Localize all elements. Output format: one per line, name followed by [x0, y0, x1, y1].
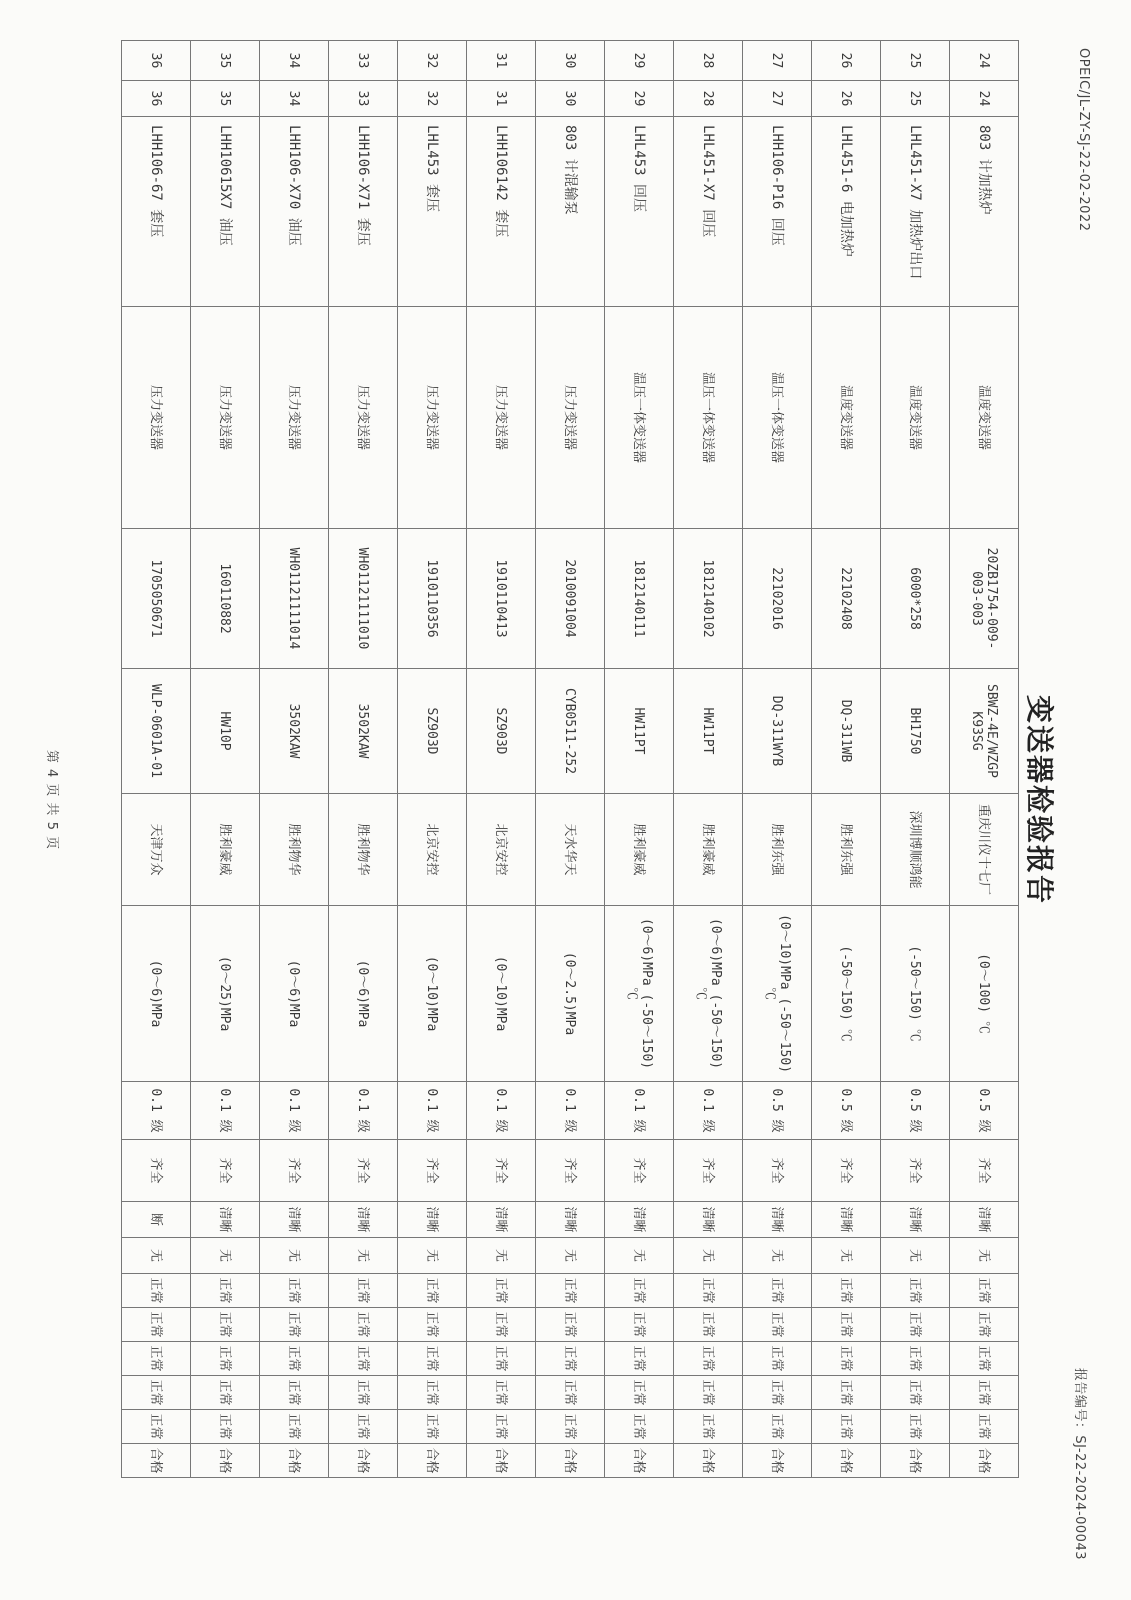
check-5: 正常 [329, 1410, 398, 1444]
damage: 无 [536, 1238, 605, 1274]
row-seq: 29 [605, 41, 674, 81]
row-seq: 26 [812, 41, 881, 81]
transmitter-type: 温度变送器 [881, 307, 950, 529]
row-number: 32 [398, 81, 467, 117]
instrument-name: LHH106142 套压 [467, 117, 536, 307]
serial-number: 1705050671 [122, 529, 191, 669]
transmitter-type: 温压一体变送器 [743, 307, 812, 529]
appearance: 齐全 [260, 1140, 329, 1202]
transmitter-type: 压力变送器 [329, 307, 398, 529]
model-number: DQ-311WYB [743, 669, 812, 794]
transmitter-type: 压力变送器 [191, 307, 260, 529]
table-body [122, 41, 1019, 1478]
measuring-range: (0～10)MPa [398, 906, 467, 1082]
appearance: 齐全 [467, 1140, 536, 1202]
table-row [674, 41, 743, 1478]
check-5: 正常 [950, 1410, 1019, 1444]
check-3: 正常 [329, 1342, 398, 1376]
instrument-name: LHH106-X70 油压 [260, 117, 329, 307]
row-seq: 25 [881, 41, 950, 81]
inspection-table [121, 40, 1019, 1478]
check-1: 正常 [260, 1274, 329, 1308]
page-footer: 第 4 页 共 5 页 [44, 749, 59, 851]
page-title: 变送器检验报告 [1023, 694, 1056, 905]
check-2: 正常 [881, 1308, 950, 1342]
result: 合格 [191, 1444, 260, 1478]
model-number: WLP-0601A-01 [122, 669, 191, 794]
row-seq: 36 [122, 41, 191, 81]
transmitter-type: 温压一体变送器 [605, 307, 674, 529]
appearance: 齐全 [329, 1140, 398, 1202]
row-seq: 24 [950, 41, 1019, 81]
damage: 无 [260, 1238, 329, 1274]
transmitter-type: 压力变送器 [122, 307, 191, 529]
check-3: 正常 [674, 1342, 743, 1376]
appearance: 齐全 [743, 1140, 812, 1202]
check-2: 正常 [122, 1308, 191, 1342]
appearance: 齐全 [398, 1140, 467, 1202]
manufacturer: 胜利豪威 [674, 794, 743, 906]
check-2: 正常 [950, 1308, 1019, 1342]
serial-number: WH01121111014 [260, 529, 329, 669]
appearance: 齐全 [605, 1140, 674, 1202]
manufacturer: 天水华天 [536, 794, 605, 906]
transmitter-type: 压力变送器 [467, 307, 536, 529]
model-number: 3502KAW [260, 669, 329, 794]
check-3: 正常 [812, 1342, 881, 1376]
accuracy-class: 0.5 级 [950, 1082, 1019, 1140]
check-2: 正常 [467, 1308, 536, 1342]
check-3: 正常 [260, 1342, 329, 1376]
measuring-range: (0～25)MPa [191, 906, 260, 1082]
damage: 无 [881, 1238, 950, 1274]
serial-number: 20ZB1754-009-003-003 [950, 529, 1019, 669]
measuring-range: (0～6)MPa (-50～150) ℃ [605, 906, 674, 1082]
accuracy-class: 0.1 级 [467, 1082, 536, 1140]
instrument-name: LHL453 回压 [605, 117, 674, 307]
check-2: 正常 [605, 1308, 674, 1342]
instrument-name: LHH106-67 套压 [122, 117, 191, 307]
check-4: 正常 [260, 1376, 329, 1410]
check-1: 正常 [950, 1274, 1019, 1308]
row-number: 33 [329, 81, 398, 117]
check-4: 正常 [605, 1376, 674, 1410]
transmitter-type: 压力变送器 [398, 307, 467, 529]
check-3: 正常 [536, 1342, 605, 1376]
check-1: 正常 [812, 1274, 881, 1308]
manufacturer: 深圳博顺鸿能 [881, 794, 950, 906]
transmitter-type: 温压一体变送器 [674, 307, 743, 529]
check-3: 正常 [950, 1342, 1019, 1376]
model-number: HW10P [191, 669, 260, 794]
measuring-range: (-50～150) ℃ [881, 906, 950, 1082]
table-row [950, 41, 1019, 1478]
serial-number: 6000*258 [881, 529, 950, 669]
instrument-name: LHL451-X7 回压 [674, 117, 743, 307]
check-4: 正常 [812, 1376, 881, 1410]
accuracy-class: 0.1 级 [398, 1082, 467, 1140]
check-2: 正常 [329, 1308, 398, 1342]
transmitter-type: 压力变送器 [260, 307, 329, 529]
manufacturer: 胜利物华 [260, 794, 329, 906]
row-seq: 34 [260, 41, 329, 81]
damage: 无 [329, 1238, 398, 1274]
manufacturer: 天津万众 [122, 794, 191, 906]
measuring-range: (0～100) ℃ [950, 906, 1019, 1082]
serial-number: 1910110356 [398, 529, 467, 669]
marking: 清晰 [812, 1202, 881, 1238]
row-number: 36 [122, 81, 191, 117]
appearance: 齐全 [122, 1140, 191, 1202]
check-3: 正常 [881, 1342, 950, 1376]
check-4: 正常 [536, 1376, 605, 1410]
measuring-range: (0～10)MPa (-50～150) ℃ [743, 906, 812, 1082]
table-row [329, 41, 398, 1478]
table-row [812, 41, 881, 1478]
check-2: 正常 [743, 1308, 812, 1342]
damage: 无 [398, 1238, 467, 1274]
accuracy-class: 0.1 级 [191, 1082, 260, 1140]
result: 合格 [536, 1444, 605, 1478]
accuracy-class: 0.1 级 [260, 1082, 329, 1140]
appearance: 齐全 [881, 1140, 950, 1202]
check-4: 正常 [122, 1376, 191, 1410]
check-1: 正常 [191, 1274, 260, 1308]
serial-number: 1910110413 [467, 529, 536, 669]
accuracy-class: 0.1 级 [122, 1082, 191, 1140]
model-number: SZ903D [467, 669, 536, 794]
manufacturer: 胜利豪威 [605, 794, 674, 906]
result: 合格 [812, 1444, 881, 1478]
serial-number: 160110882 [191, 529, 260, 669]
check-2: 正常 [674, 1308, 743, 1342]
result: 合格 [881, 1444, 950, 1478]
check-1: 正常 [605, 1274, 674, 1308]
model-number: 3502KAW [329, 669, 398, 794]
row-number: 24 [950, 81, 1019, 117]
damage: 无 [674, 1238, 743, 1274]
check-5: 正常 [881, 1410, 950, 1444]
row-seq: 30 [536, 41, 605, 81]
model-number: BH1750 [881, 669, 950, 794]
damage: 无 [743, 1238, 812, 1274]
marking: 清晰 [605, 1202, 674, 1238]
row-number: 34 [260, 81, 329, 117]
measuring-range: (0～6)MPa (-50～150) ℃ [674, 906, 743, 1082]
table-row [467, 41, 536, 1478]
result: 合格 [398, 1444, 467, 1478]
transmitter-type: 压力变送器 [536, 307, 605, 529]
manufacturer: 胜利东强 [812, 794, 881, 906]
check-3: 正常 [398, 1342, 467, 1376]
marking: 清晰 [191, 1202, 260, 1238]
instrument-name: LHL451-6 电加热炉 [812, 117, 881, 307]
instrument-name: LHL451-X7 加热炉出口 [881, 117, 950, 307]
marking: 清晰 [674, 1202, 743, 1238]
marking: 清晰 [881, 1202, 950, 1238]
instrument-name: 803 计加热炉 [950, 117, 1019, 307]
damage: 无 [950, 1238, 1019, 1274]
accuracy-class: 0.5 级 [881, 1082, 950, 1140]
check-5: 正常 [674, 1410, 743, 1444]
measuring-range: (0～2.5)MPa [536, 906, 605, 1082]
check-4: 正常 [881, 1376, 950, 1410]
model-number: DQ-311WB [812, 669, 881, 794]
appearance: 齐全 [812, 1140, 881, 1202]
accuracy-class: 0.1 级 [536, 1082, 605, 1140]
row-number: 26 [812, 81, 881, 117]
check-2: 正常 [260, 1308, 329, 1342]
marking: 清晰 [467, 1202, 536, 1238]
row-seq: 27 [743, 41, 812, 81]
row-seq: 35 [191, 41, 260, 81]
result: 合格 [122, 1444, 191, 1478]
appearance: 齐全 [674, 1140, 743, 1202]
model-number: HW11PT [674, 669, 743, 794]
check-5: 正常 [260, 1410, 329, 1444]
table-row [191, 41, 260, 1478]
result: 合格 [605, 1444, 674, 1478]
serial-number: 1812140102 [674, 529, 743, 669]
marking: 清晰 [260, 1202, 329, 1238]
serial-number: WH01121111010 [329, 529, 398, 669]
check-1: 正常 [536, 1274, 605, 1308]
check-5: 正常 [398, 1410, 467, 1444]
result: 合格 [743, 1444, 812, 1478]
document-code: OPEIC/JL-ZY-SJ-22-02-2022 [1076, 48, 1091, 232]
table-row [398, 41, 467, 1478]
check-3: 正常 [467, 1342, 536, 1376]
manufacturer: 重庆川仪十七厂 [950, 794, 1019, 906]
result: 合格 [950, 1444, 1019, 1478]
serial-number: 2010091004 [536, 529, 605, 669]
check-4: 正常 [950, 1376, 1019, 1410]
marking: 清晰 [536, 1202, 605, 1238]
row-number: 35 [191, 81, 260, 117]
row-number: 31 [467, 81, 536, 117]
accuracy-class: 0.5 级 [812, 1082, 881, 1140]
row-seq: 28 [674, 41, 743, 81]
row-number: 27 [743, 81, 812, 117]
measuring-range: (-50～150) ℃ [812, 906, 881, 1082]
table-row [743, 41, 812, 1478]
row-number: 28 [674, 81, 743, 117]
damage: 无 [122, 1238, 191, 1274]
accuracy-class: 0.1 级 [605, 1082, 674, 1140]
check-4: 正常 [329, 1376, 398, 1410]
damage: 无 [191, 1238, 260, 1274]
check-5: 正常 [536, 1410, 605, 1444]
check-1: 正常 [398, 1274, 467, 1308]
check-1: 正常 [881, 1274, 950, 1308]
check-2: 正常 [191, 1308, 260, 1342]
table-row [536, 41, 605, 1478]
marking: 清晰 [398, 1202, 467, 1238]
instrument-name: LHH106-P16 回压 [743, 117, 812, 307]
measuring-range: (0～10)MPa [467, 906, 536, 1082]
row-seq: 33 [329, 41, 398, 81]
marking: 清晰 [329, 1202, 398, 1238]
damage: 无 [605, 1238, 674, 1274]
table-row [605, 41, 674, 1478]
marking: 清晰 [743, 1202, 812, 1238]
result: 合格 [674, 1444, 743, 1478]
check-3: 正常 [191, 1342, 260, 1376]
row-number: 30 [536, 81, 605, 117]
check-5: 正常 [605, 1410, 674, 1444]
accuracy-class: 0.1 级 [674, 1082, 743, 1140]
result: 合格 [260, 1444, 329, 1478]
manufacturer: 北京安控 [467, 794, 536, 906]
measuring-range: (0～6)MPa [260, 906, 329, 1082]
table-row [881, 41, 950, 1478]
result: 合格 [467, 1444, 536, 1478]
row-seq: 32 [398, 41, 467, 81]
check-3: 正常 [743, 1342, 812, 1376]
accuracy-class: 0.5 级 [743, 1082, 812, 1140]
result: 合格 [329, 1444, 398, 1478]
check-4: 正常 [674, 1376, 743, 1410]
table-row [260, 41, 329, 1478]
check-1: 正常 [122, 1274, 191, 1308]
serial-number: 1812140111 [605, 529, 674, 669]
check-3: 正常 [122, 1342, 191, 1376]
transmitter-type: 温度变送器 [812, 307, 881, 529]
check-3: 正常 [605, 1342, 674, 1376]
measuring-range: (0～6)MPa [122, 906, 191, 1082]
check-1: 正常 [467, 1274, 536, 1308]
check-1: 正常 [674, 1274, 743, 1308]
manufacturer: 胜利豪威 [191, 794, 260, 906]
model-number: SZ903D [398, 669, 467, 794]
row-seq: 31 [467, 41, 536, 81]
model-number: SBWZ-4E/WZGP K93SG [950, 669, 1019, 794]
manufacturer: 北京安控 [398, 794, 467, 906]
appearance: 齐全 [950, 1140, 1019, 1202]
accuracy-class: 0.1 级 [329, 1082, 398, 1140]
check-5: 正常 [743, 1410, 812, 1444]
marking: 清晰 [950, 1202, 1019, 1238]
manufacturer: 胜利东强 [743, 794, 812, 906]
damage: 无 [812, 1238, 881, 1274]
row-number: 25 [881, 81, 950, 117]
marking: 断 [122, 1202, 191, 1238]
model-number: CYB0511-252 [536, 669, 605, 794]
check-2: 正常 [536, 1308, 605, 1342]
check-5: 正常 [467, 1410, 536, 1444]
manufacturer: 胜利物华 [329, 794, 398, 906]
measuring-range: (0～6)MPa [329, 906, 398, 1082]
report-number: 报告编号：SJ-22-2024-00043 [1072, 1367, 1087, 1560]
damage: 无 [467, 1238, 536, 1274]
row-number: 29 [605, 81, 674, 117]
appearance: 齐全 [191, 1140, 260, 1202]
check-1: 正常 [743, 1274, 812, 1308]
check-4: 正常 [191, 1376, 260, 1410]
check-2: 正常 [398, 1308, 467, 1342]
serial-number: 22102016 [743, 529, 812, 669]
check-1: 正常 [329, 1274, 398, 1308]
instrument-name: LHH106-X71 套压 [329, 117, 398, 307]
model-number: HW11PT [605, 669, 674, 794]
check-5: 正常 [122, 1410, 191, 1444]
check-4: 正常 [467, 1376, 536, 1410]
check-4: 正常 [398, 1376, 467, 1410]
appearance: 齐全 [536, 1140, 605, 1202]
check-2: 正常 [812, 1308, 881, 1342]
instrument-name: 803 计混输泵 [536, 117, 605, 307]
transmitter-type: 温度变送器 [950, 307, 1019, 529]
check-5: 正常 [191, 1410, 260, 1444]
instrument-name: LHL453 套压 [398, 117, 467, 307]
serial-number: 22102408 [812, 529, 881, 669]
check-4: 正常 [743, 1376, 812, 1410]
instrument-name: LHH10615X7 油压 [191, 117, 260, 307]
table-row [122, 41, 191, 1478]
check-5: 正常 [812, 1410, 881, 1444]
